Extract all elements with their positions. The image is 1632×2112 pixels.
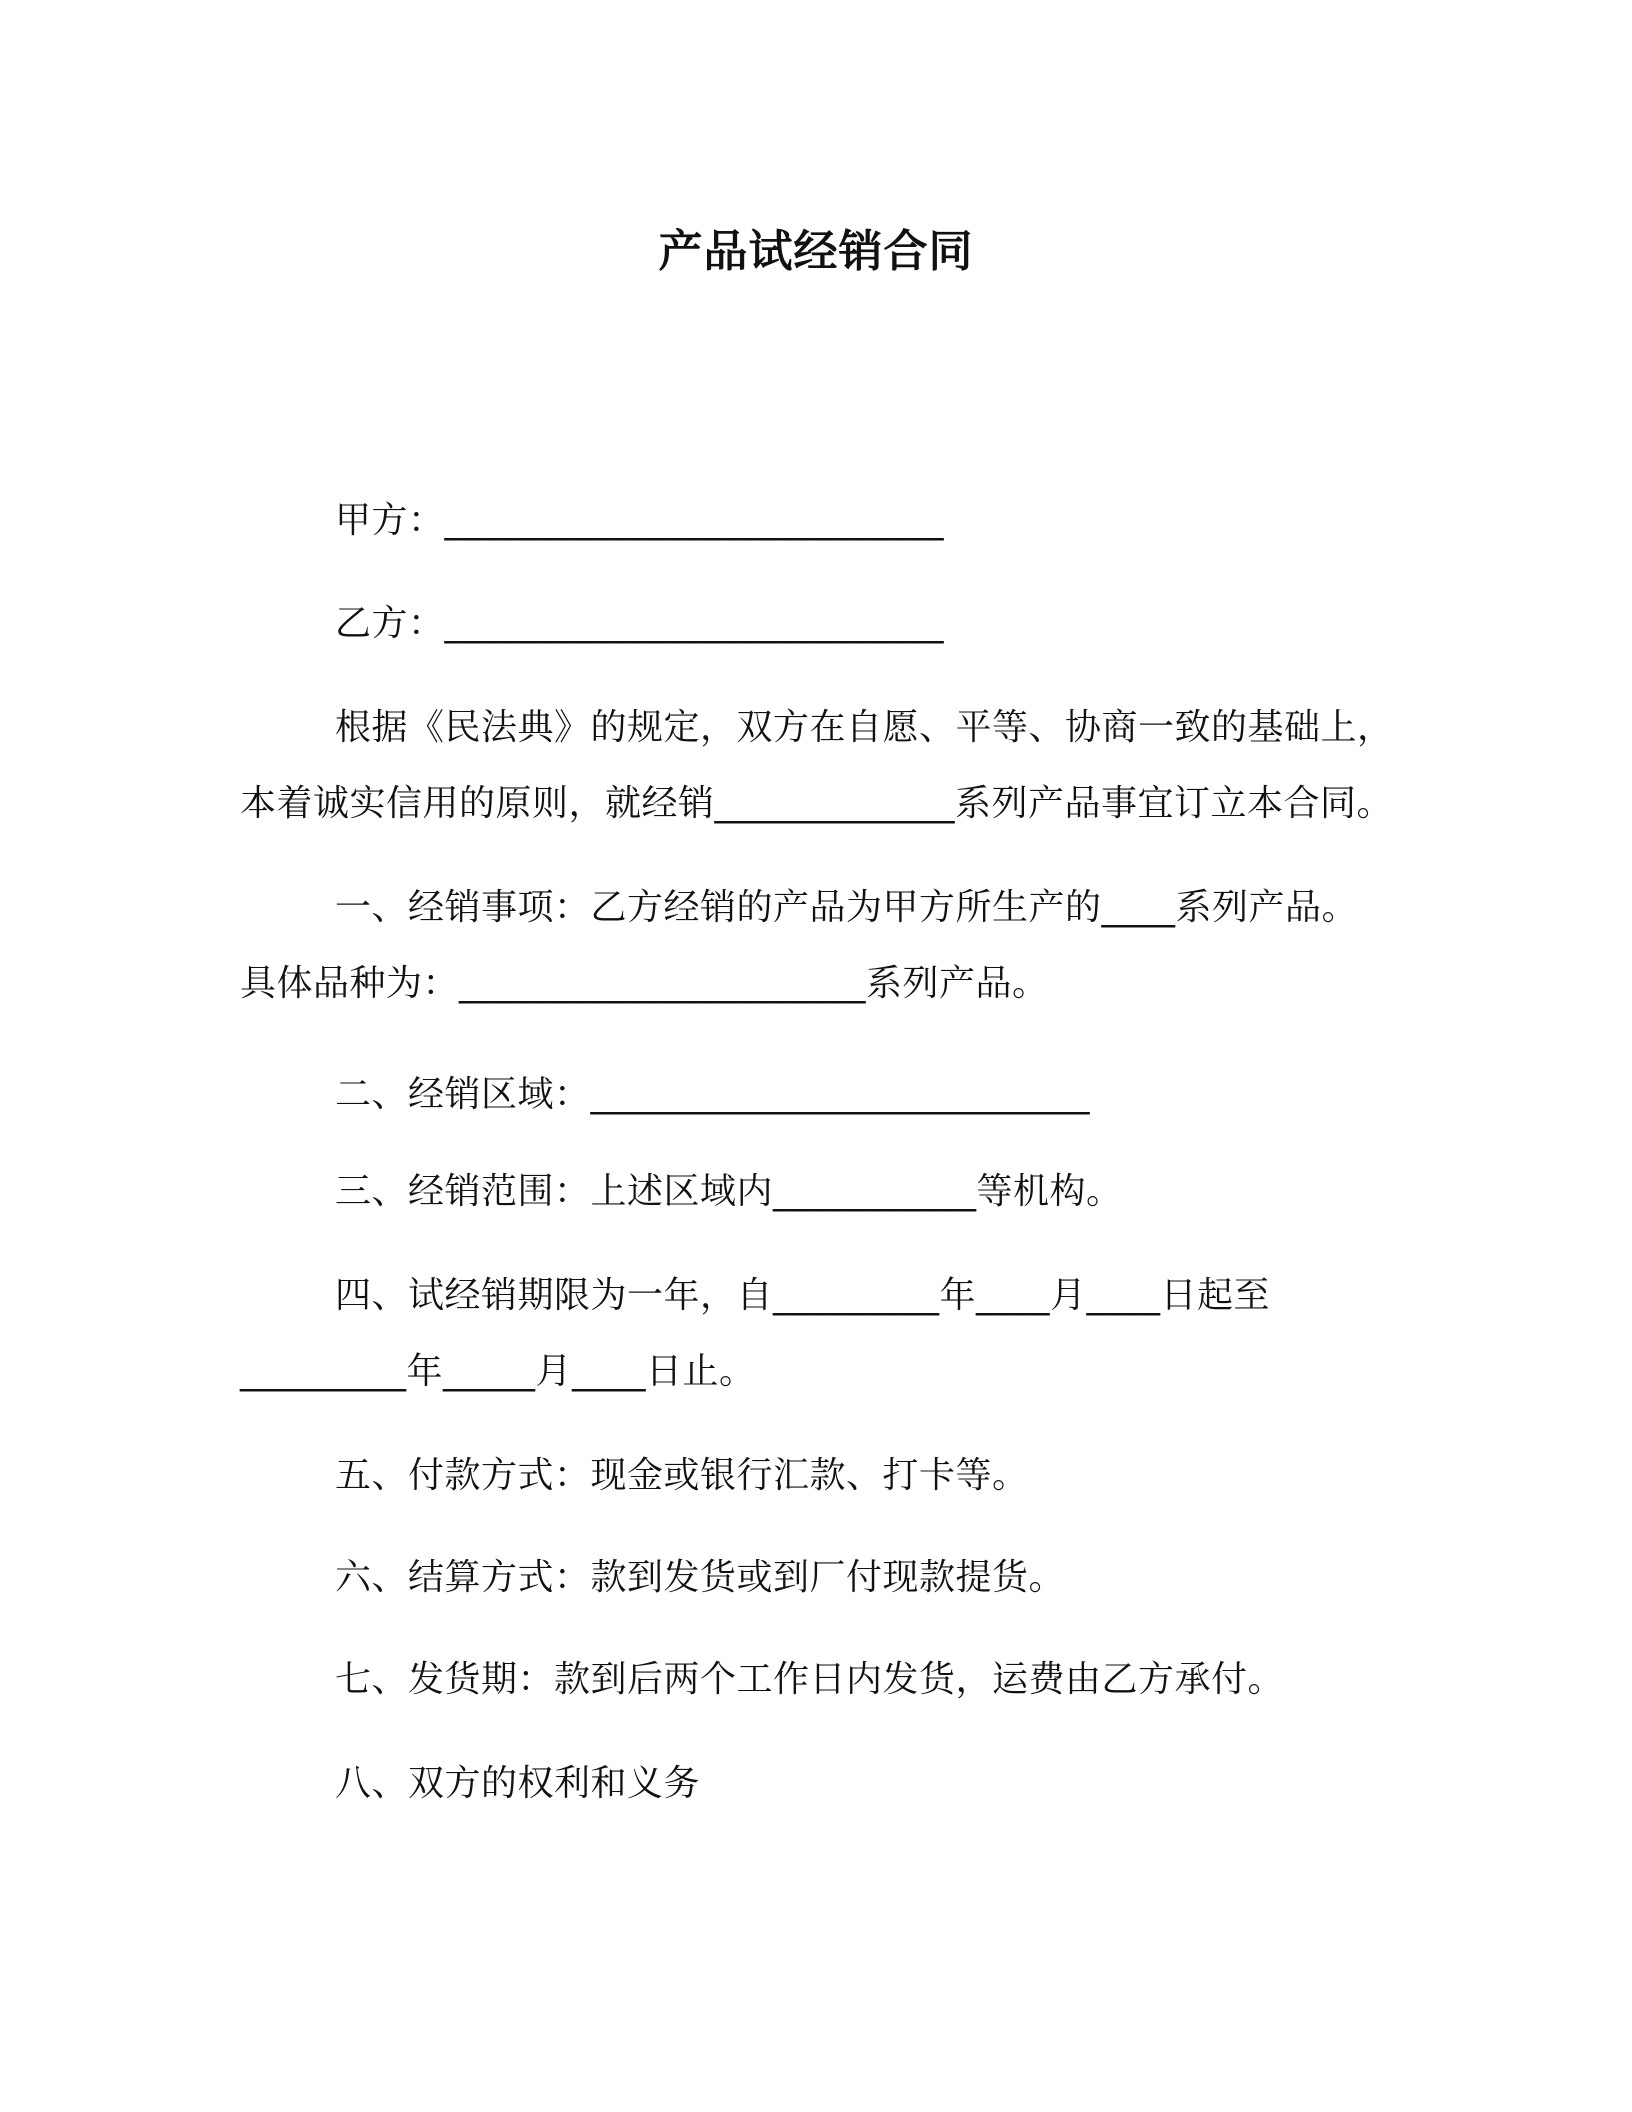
preamble-line-2: 本着诚实信用的原则，就经销_____________系列产品事宜订立本合同。 — [240, 783, 1394, 824]
clause-6-line: 六、结算方式：款到发货或到厂付现款提货。 — [335, 1557, 1066, 1598]
preamble-line-1: 根据《民法典》的规定，双方在自愿、平等、协商一致的基础上， — [335, 707, 1394, 748]
clause-7-line: 七、发货期：款到后两个工作日内发货，运费由乙方承付。 — [335, 1659, 1285, 1700]
party-a-line: 甲方：___________________________ — [335, 500, 945, 541]
clause-3-line: 三、经销范围：上述区域内___________等机构。 — [335, 1171, 1123, 1212]
clause-1-line-1: 一、经销事项：乙方经销的产品为甲方所生产的____系列产品。 — [335, 887, 1359, 928]
clause-4-line-1: 四、试经销期限为一年，自_________年____月____日起至 — [335, 1275, 1271, 1316]
clause-8-heading: 八、双方的权利和义务 — [335, 1763, 701, 1804]
clause-2-line: 二、经销区域：___________________________ — [335, 1074, 1091, 1115]
clause-4-line-2: _________年_____月____日止。 — [240, 1351, 756, 1392]
clause-5-line: 五、付款方式：现金或银行汇款、打卡等。 — [335, 1455, 1029, 1496]
party-b-line: 乙方：___________________________ — [335, 603, 945, 644]
document-title: 产品试经销合同 — [658, 226, 974, 277]
clause-1-line-2: 具体品种为：______________________系列产品。 — [240, 963, 1049, 1004]
